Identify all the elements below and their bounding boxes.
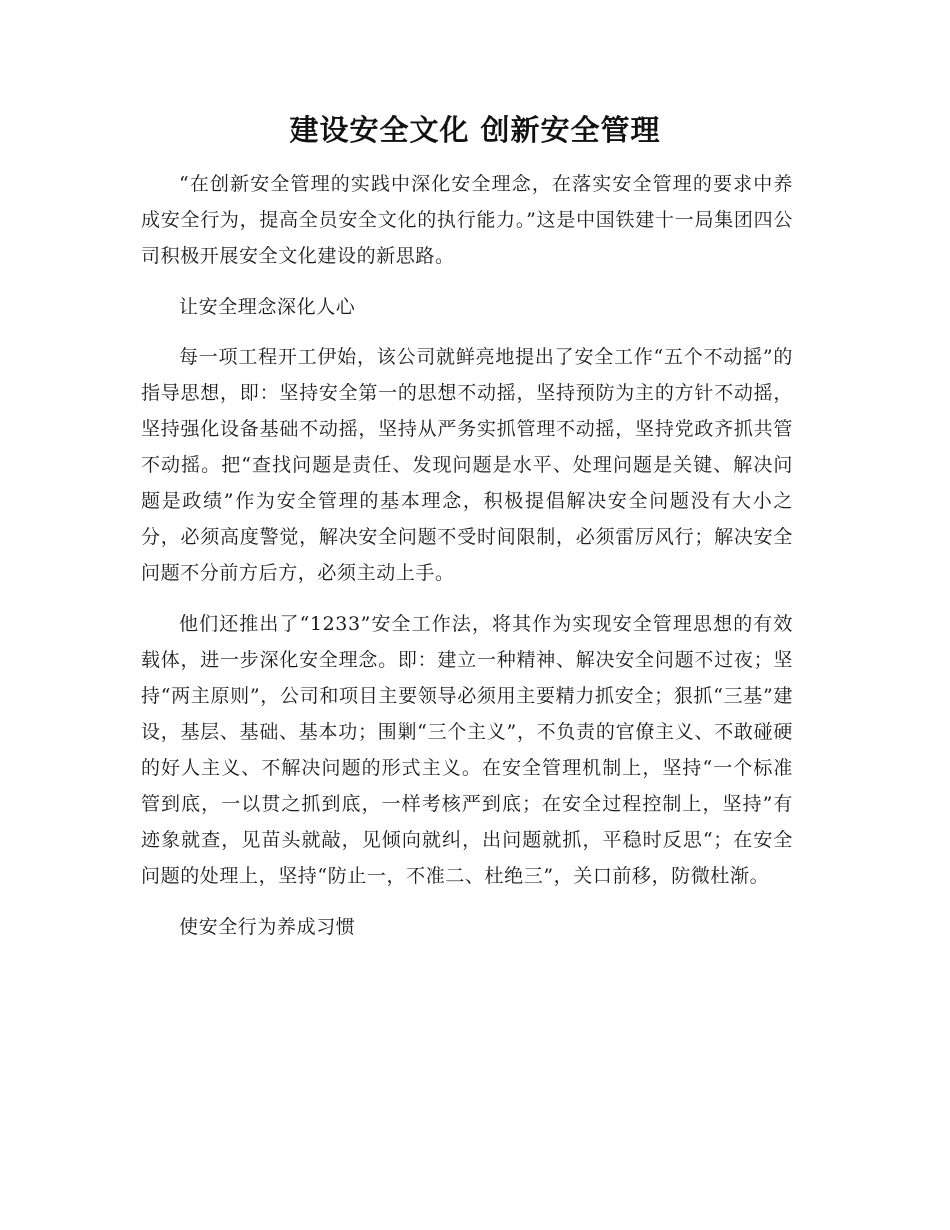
paragraph-1233-method: 他们还推出了“1233”安全工作法，将其作为实现安全管理思想的有效载体，进一步深化安全理念。即：建立一种精神、解决安全问题不过夜；坚持“两主原则”，公司和项目主要领导必须用主要精力抓安全；狠抓“三基”建设，基层、基础、基本功；围剿“三个主义”，不负责的官僚主义、不敢碰硬的好人主义、不解决问题的形式主义。在安全管理机制上，坚持“一个标准管到底，一以贯之抓到底，一样考核严到底；在安全过程控制上，坚持”有迹象就查，见苗头就敲，见倾向就纠，出问题就抓，平稳时反思“；在安全问题的处理上，坚持“防止一，不准二、杜绝三”，关口前移，防微杜渐。 [141,613,793,887]
section-heading-safety-habits: 使安全行为养成习惯 [179,916,356,938]
section-heading-safety-concept: 让安全理念深化人心 [179,296,356,318]
paragraph-five-principles: 每一项工程开工伊始，该公司就鲜亮地提出了安全工作“五个不动摇”的指导思想，即：坚持安全第一的思想不动摇，坚持预防为主的方针不动摇，坚持强化设备基础不动摇，坚持从严务实抓管理不动摇，坚持党政齐抓共管不动摇。把“查找问题是责任、发现问题是水平、处理问题是关键、解决问题是政绩”作为安全管理的基本理念，积极提倡解决安全问题没有大小之分，必须高度警觉，解决安全问题不受时间限制，必须雷厉风行；解决安全问题不分前方后方，必须主动上手。 [141,346,793,584]
document-body [141,166,793,959]
intro-paragraph: “在创新安全管理的实践中深化安全理念，在落实安全管理的要求中养成安全行为，提高全员安全文化的执行能力。”这是中国铁建十一局集团四公司积极开展安全文化建设的新思路。 [141,173,793,267]
document-title: 建设安全文化 创新安全管理 [289,113,661,147]
